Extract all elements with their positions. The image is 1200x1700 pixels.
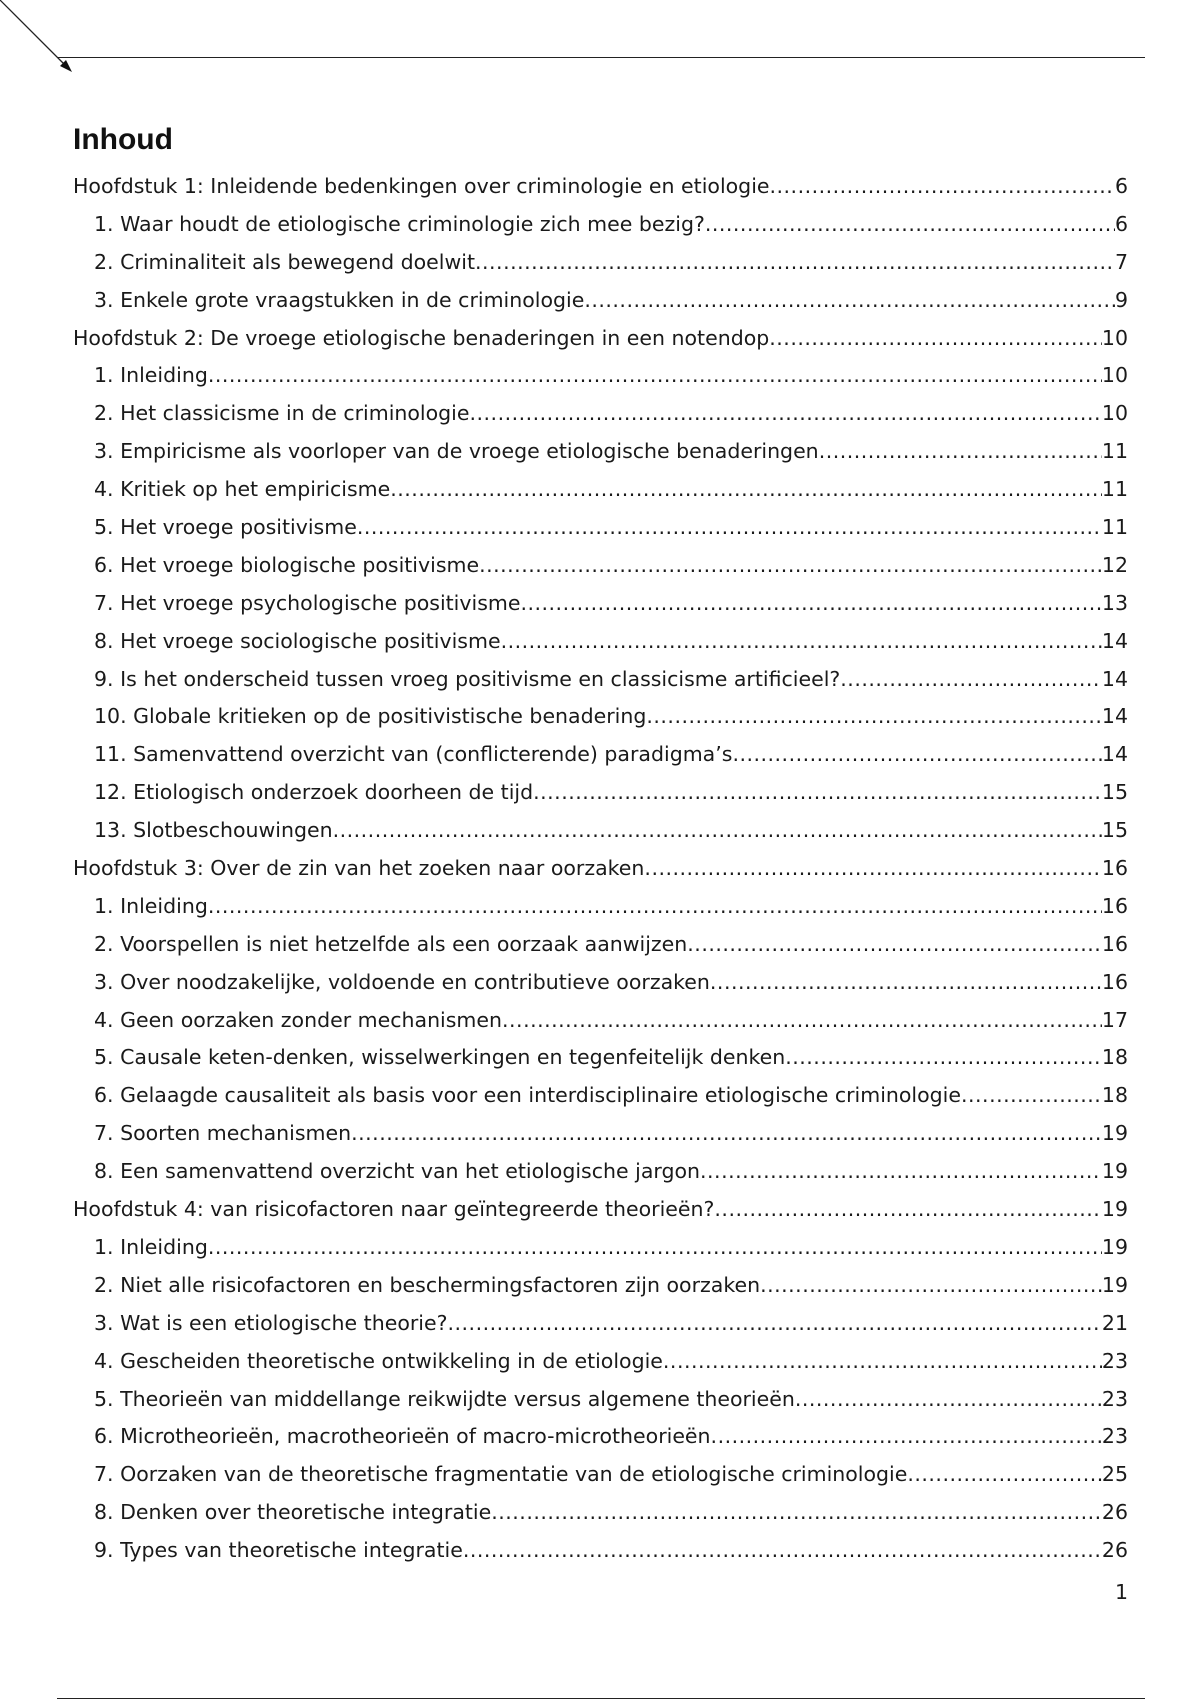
toc-entry-page: 23 xyxy=(1101,1386,1128,1411)
toc-section-entry[interactable] xyxy=(73,1305,1128,1343)
toc-section-entry[interactable] xyxy=(73,774,1128,812)
toc-section-entry[interactable] xyxy=(73,1532,1128,1570)
toc-entry-page: 15 xyxy=(1101,818,1128,843)
toc-dot-leader xyxy=(644,850,1101,888)
toc-entry-label: 4. Kritiek op het empiricisme xyxy=(94,477,391,502)
toc-entry-label: 8. Een samenvattend overzicht van het etiologische jargon xyxy=(94,1159,701,1184)
toc-entry-label: 3. Over noodzakelijke, voldoende en contributieve oorzaken xyxy=(94,969,710,994)
toc-dot-leader xyxy=(711,1418,1102,1456)
toc-entry-label: 1. Inleiding xyxy=(94,893,208,918)
table-of-contents xyxy=(73,168,1128,1570)
toc-section-entry[interactable] xyxy=(73,1418,1128,1456)
toc-dot-leader xyxy=(333,812,1102,850)
toc-entry-label: 11. Samenvattend overzicht van (conflicterende) paradigma’s xyxy=(94,742,733,767)
toc-dot-leader xyxy=(502,1002,1102,1040)
toc-entry-label: 4. Gescheiden theoretische ontwikkeling in de etiologie xyxy=(94,1348,663,1373)
toc-entry-page: 11 xyxy=(1101,439,1128,464)
toc-entry-page: 18 xyxy=(1101,1083,1128,1108)
toc-section-entry[interactable] xyxy=(73,926,1128,964)
toc-entry-page: 12 xyxy=(1101,552,1128,577)
toc-entry-label: 1. Inleiding xyxy=(94,363,208,388)
toc-dot-leader xyxy=(463,1532,1102,1570)
toc-entry-page: 11 xyxy=(1101,477,1128,502)
toc-entry-label: 9. Types van theoretische integratie xyxy=(94,1538,463,1563)
toc-dot-leader xyxy=(390,471,1102,509)
toc-entry-page: 13 xyxy=(1101,590,1128,615)
toc-section-entry[interactable] xyxy=(73,1229,1128,1267)
toc-section-entry[interactable] xyxy=(73,1039,1128,1077)
toc-section-entry[interactable] xyxy=(73,395,1128,433)
toc-section-entry[interactable] xyxy=(73,1381,1128,1419)
toc-entry-page: 6 xyxy=(1114,174,1128,198)
toc-entry-page: 16 xyxy=(1101,856,1128,881)
toc-entry-label: 8. Het vroege sociologische positivisme xyxy=(94,628,501,653)
toc-dot-leader xyxy=(520,585,1101,623)
toc-dot-leader xyxy=(491,1494,1102,1532)
toc-entry-page: 14 xyxy=(1101,742,1128,767)
toc-dot-leader xyxy=(785,1039,1102,1077)
toc-entry-label: 2. Criminaliteit als bewegend doelwit xyxy=(94,249,475,274)
toc-section-entry[interactable] xyxy=(73,1115,1128,1153)
toc-section-entry[interactable] xyxy=(73,433,1128,471)
toc-entry-label: 1. Inleiding xyxy=(94,1234,208,1259)
toc-dot-leader xyxy=(208,888,1102,926)
toc-entry-label: 7. Het vroege psychologische positivisme xyxy=(94,590,521,615)
toc-dot-leader xyxy=(907,1456,1102,1494)
toc-entry-label: 6. Microtheorieën, macrotheorieën of macro-microtheorieën xyxy=(94,1424,711,1449)
toc-section-entry[interactable] xyxy=(73,888,1128,926)
toc-entry-page: 18 xyxy=(1101,1045,1128,1070)
toc-entry-label: 4. Geen oorzaken zonder mechanismen xyxy=(94,1007,503,1032)
toc-chapter-entry[interactable] xyxy=(73,168,1128,206)
toc-entry-page: 10 xyxy=(1101,363,1128,388)
toc-entry-page: 19 xyxy=(1101,1272,1128,1297)
toc-entry-page: 16 xyxy=(1101,931,1128,956)
toc-dot-leader xyxy=(732,736,1101,774)
toc-entry-page: 15 xyxy=(1101,780,1128,805)
toc-entry-page: 25 xyxy=(1101,1462,1128,1487)
toc-section-entry[interactable] xyxy=(73,661,1128,699)
toc-section-entry[interactable] xyxy=(73,623,1128,661)
toc-entry-page: 14 xyxy=(1101,704,1128,729)
toc-entry-label: 3. Wat is een etiologische theorie? xyxy=(94,1310,448,1335)
toc-dot-leader xyxy=(448,1305,1102,1343)
toc-entry-page: 11 xyxy=(1101,515,1128,540)
toc-entry-page: 10 xyxy=(1101,325,1128,350)
toc-section-entry[interactable] xyxy=(73,585,1128,623)
toc-entry-label: 5. Theorieën van middellange reikwijdte versus algemene theorieën xyxy=(94,1386,795,1411)
toc-dot-leader xyxy=(351,1115,1102,1153)
toc-section-entry[interactable] xyxy=(73,471,1128,509)
toc-entry-page: 19 xyxy=(1101,1234,1128,1259)
toc-entry-page: 19 xyxy=(1101,1121,1128,1146)
toc-dot-leader xyxy=(819,433,1102,471)
toc-dot-leader xyxy=(357,509,1102,547)
toc-dot-leader xyxy=(714,1191,1102,1229)
toc-dot-leader xyxy=(961,1077,1102,1115)
toc-dot-leader xyxy=(479,547,1102,585)
toc-section-entry[interactable] xyxy=(73,547,1128,585)
toc-dot-leader xyxy=(760,1267,1102,1305)
toc-entry-page: 23 xyxy=(1101,1424,1128,1449)
toc-dot-leader xyxy=(840,661,1102,699)
toc-section-entry[interactable] xyxy=(73,1153,1128,1191)
toc-section-entry[interactable] xyxy=(73,964,1128,1002)
toc-dot-leader xyxy=(208,357,1102,395)
toc-entry-page: 6 xyxy=(1114,211,1128,236)
toc-entry-label: 1. Waar houdt de etiologische criminologie zich mee bezig? xyxy=(94,211,705,236)
toc-entry-label: 7. Soorten mechanismen xyxy=(94,1121,352,1146)
toc-entry-page: 17 xyxy=(1101,1007,1128,1032)
toc-section-entry[interactable] xyxy=(73,1343,1128,1381)
toc-dot-leader xyxy=(208,1229,1102,1267)
toc-dot-leader xyxy=(584,282,1115,320)
toc-entry-label: 13. Slotbeschouwingen xyxy=(94,818,333,843)
toc-dot-leader xyxy=(705,206,1115,244)
toc-section-entry[interactable] xyxy=(73,1456,1128,1494)
toc-entry-page: 9 xyxy=(1114,287,1128,312)
toc-entry-label: Hoofdstuk 1: Inleidende bedenkingen over criminologie en etiologie xyxy=(73,174,770,198)
toc-dot-leader xyxy=(533,774,1102,812)
page-number: 1 xyxy=(1114,1580,1128,1604)
toc-dot-leader xyxy=(646,698,1102,736)
toc-section-entry[interactable] xyxy=(73,698,1128,736)
toc-entry-label: 5. Het vroege positivisme xyxy=(94,515,357,540)
toc-entry-label: 5. Causale keten-denken, wisselwerkingen en tegenfeitelijk denken xyxy=(94,1045,786,1070)
corner-arrow-icon xyxy=(0,0,80,80)
toc-section-entry[interactable] xyxy=(73,736,1128,774)
toc-entry-label: Hoofdstuk 2: De vroege etiologische benaderingen in een notendop xyxy=(73,325,770,350)
toc-entry-page: 7 xyxy=(1114,249,1128,274)
toc-entry-label: 9. Is het onderscheid tussen vroeg positivisme en classicisme artificieel? xyxy=(94,666,841,691)
toc-section-entry[interactable] xyxy=(73,1267,1128,1305)
toc-entry-label: 8. Denken over theoretische integratie xyxy=(94,1500,492,1525)
toc-entry-page: 16 xyxy=(1101,893,1128,918)
footer-rule xyxy=(57,1698,1145,1699)
toc-entry-page: 26 xyxy=(1101,1500,1128,1525)
toc-entry-page: 21 xyxy=(1101,1310,1128,1335)
toc-entry-label: 2. Het classicisme in de criminologie xyxy=(94,401,470,426)
header-rule xyxy=(57,57,1145,58)
toc-entry-page: 10 xyxy=(1101,401,1128,426)
toc-entry-label: 6. Gelaagde causaliteit als basis voor een interdisciplinaire etiologische criminologie xyxy=(94,1083,961,1108)
toc-entry-page: 19 xyxy=(1101,1197,1128,1222)
toc-entry-page: 16 xyxy=(1101,969,1128,994)
toc-chapter-entry[interactable] xyxy=(73,320,1128,358)
toc-section-entry[interactable] xyxy=(73,244,1128,282)
toc-dot-leader xyxy=(470,395,1102,433)
toc-entry-label: Hoofdstuk 3: Over de zin van het zoeken naar oorzaken xyxy=(73,856,645,881)
toc-entry-label: 12. Etiologisch onderzoek doorheen de tijd xyxy=(94,780,534,805)
toc-section-entry[interactable] xyxy=(73,1002,1128,1040)
page-title: Inhoud xyxy=(73,123,173,156)
toc-section-entry[interactable] xyxy=(73,206,1128,244)
toc-entry-page: 26 xyxy=(1101,1538,1128,1563)
toc-dot-leader xyxy=(687,926,1102,964)
toc-entry-label: 6. Het vroege biologische positivisme xyxy=(94,552,480,577)
toc-dot-leader xyxy=(710,964,1102,1002)
toc-entry-label: 3. Enkele grote vraagstukken in de criminologie xyxy=(94,287,585,312)
toc-dot-leader xyxy=(501,623,1102,661)
toc-section-entry[interactable] xyxy=(73,812,1128,850)
toc-section-entry[interactable] xyxy=(73,357,1128,395)
toc-dot-leader xyxy=(663,1343,1102,1381)
toc-section-entry[interactable] xyxy=(73,509,1128,547)
toc-entry-label: 2. Niet alle risicofactoren en beschermingsfactoren zijn oorzaken xyxy=(94,1272,761,1297)
toc-entry-label: Hoofdstuk 4: van risicofactoren naar geïntegreerde theorieën? xyxy=(73,1197,715,1222)
toc-entry-label: 10. Globale kritieken op de positivistische benadering xyxy=(94,704,647,729)
toc-entry-page: 23 xyxy=(1101,1348,1128,1373)
toc-section-entry[interactable] xyxy=(73,1077,1128,1115)
toc-entry-label: 3. Empiricisme als voorloper van de vroege etiologische benaderingen xyxy=(94,439,819,464)
toc-entry-label: 2. Voorspellen is niet hetzelfde als een oorzaak aanwijzen xyxy=(94,931,688,956)
toc-entry-page: 19 xyxy=(1101,1159,1128,1184)
toc-dot-leader xyxy=(700,1153,1102,1191)
toc-dot-leader xyxy=(770,168,1115,206)
toc-section-entry[interactable] xyxy=(73,1494,1128,1532)
toc-section-entry[interactable] xyxy=(73,282,1128,320)
toc-dot-leader xyxy=(795,1381,1102,1419)
toc-entry-page: 14 xyxy=(1101,628,1128,653)
toc-chapter-entry[interactable] xyxy=(73,1191,1128,1229)
toc-dot-leader xyxy=(769,320,1102,358)
toc-dot-leader xyxy=(475,244,1115,282)
toc-entry-page: 14 xyxy=(1101,666,1128,691)
toc-entry-label: 7. Oorzaken van de theoretische fragmentatie van de etiologische criminologie xyxy=(94,1462,908,1487)
toc-chapter-entry[interactable] xyxy=(73,850,1128,888)
